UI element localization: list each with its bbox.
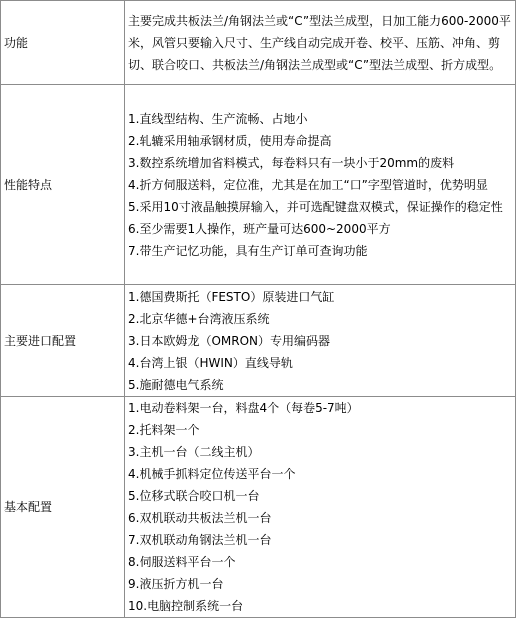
row-value-function	[125, 1, 516, 85]
list-item: 1.直线型结构、生产流畅、占地小	[128, 111, 308, 126]
table-row-function	[1, 1, 516, 85]
list-item: 9.液压折方机一台	[128, 577, 224, 591]
row-label-imported-config: 主要进口配置	[1, 285, 125, 397]
list-item: 1.德国费斯托（FESTO）原装进口气缸	[128, 289, 335, 304]
table-row-basic-config	[1, 397, 516, 618]
list-item: 3.主机一台（二线主机）	[128, 445, 260, 459]
list-item: 6.双机联动共板法兰机一台	[128, 511, 272, 525]
function-description: 主要完成共板法兰/角钢法兰或“C”型法兰成型，日加工能力600-2000平米，风管只要输入尺寸、生产线自动完成开卷、校平、压筋、冲角、剪切、联合咬口、共板法兰/角钢法兰成型或“C”型法兰成型、折方成型。	[128, 13, 511, 72]
list-item: 4.台湾上银（HWIN）直线导轨	[128, 355, 293, 370]
list-item: 5.采用10寸液晶触摸屏输入，并可选配键盘双模式，保证操作的稳定性	[128, 199, 503, 214]
list-item: 1.电动卷料架一台，料盘4个（每卷5-7吨）	[128, 401, 359, 415]
list-item: 5.施耐德电气系统	[128, 377, 224, 392]
list-item: 4.机械手抓料定位传送平台一个	[128, 467, 296, 481]
row-label-basic-config: 基本配置	[1, 397, 125, 618]
list-item: 3.数控系统增加省料模式，每卷料只有一块小于20mm的废料	[128, 155, 455, 170]
list-item: 4.折方伺服送料，定位准，尤其是在加工“口”字型管道时，优势明显	[128, 177, 488, 192]
row-value-imported-config	[125, 285, 516, 397]
list-item: 7.双机联动角钢法兰机一台	[128, 533, 272, 547]
list-item: 5.位移式联合咬口机一台	[128, 489, 260, 503]
list-item: 10.电脑控制系统一台	[128, 599, 244, 613]
list-item: 2.北京华德+台湾液压系统	[128, 311, 270, 326]
list-item: 2.轧辘采用轴承钢材质，使用寿命提高	[128, 133, 332, 148]
row-label-function: 功能	[1, 1, 125, 85]
row-value-basic-config	[125, 397, 516, 618]
list-item: 2.托料架一个	[128, 423, 200, 437]
table-row-imported-config	[1, 285, 516, 397]
row-value-performance	[125, 85, 516, 285]
row-label-performance: 性能特点	[1, 85, 125, 285]
list-item: 7.带生产记忆功能，具有生产订单可查询功能	[128, 243, 368, 258]
list-item: 3.日本欧姆龙（OMRON）专用编码器	[128, 333, 331, 348]
list-item: 6.至少需要1人操作，班产量可达600~2000平方	[128, 221, 391, 236]
list-item: 8.伺服送料平台一个	[128, 555, 236, 569]
table-row-performance	[1, 85, 516, 285]
